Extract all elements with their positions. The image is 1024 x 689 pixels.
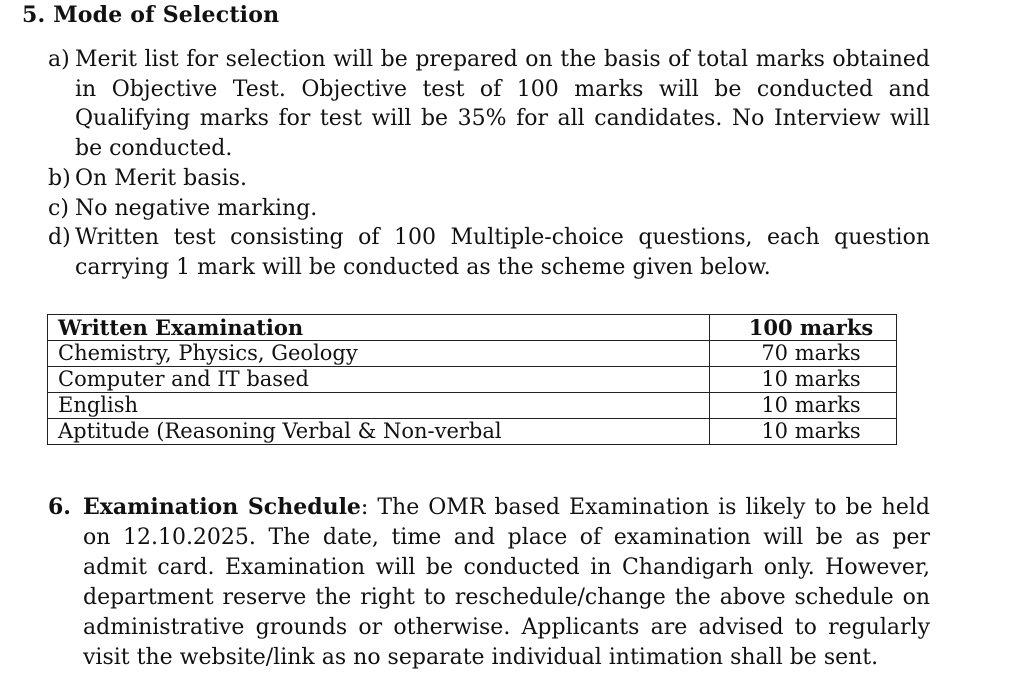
section-6-heading: Examination Schedule	[83, 494, 361, 520]
table-row	[48, 367, 897, 393]
table-row	[48, 393, 897, 419]
section-6-body	[83, 492, 930, 673]
list-item-text: On Merit basis.	[75, 165, 247, 191]
list-item-c	[48, 194, 930, 224]
marks-cell: 10 marks	[710, 419, 897, 445]
marks-cell: 10 marks	[710, 393, 897, 419]
selection-criteria-list	[48, 45, 930, 283]
list-marker: c)	[48, 195, 69, 221]
section-6-exam-schedule	[48, 492, 930, 673]
list-marker: d)	[48, 225, 71, 251]
marks-cell: 10 marks	[710, 367, 897, 393]
subject-cell: Computer and IT based	[48, 367, 710, 393]
list-item-text: No negative marking.	[75, 195, 318, 221]
list-item-b	[48, 164, 930, 194]
marks-cell: 70 marks	[710, 341, 897, 367]
list-item-d	[48, 223, 930, 282]
section-5-title: 5. Mode of Selection	[22, 2, 280, 28]
subject-cell: Chemistry, Physics, Geology	[48, 341, 710, 367]
table-header-row	[48, 315, 897, 341]
header-subject-cell: Written Examination	[48, 315, 710, 341]
subject-cell: Aptitude (Reasoning Verbal & Non-verbal	[48, 419, 710, 445]
table-row	[48, 419, 897, 445]
list-item-a	[48, 45, 930, 164]
table-row	[48, 341, 897, 367]
section-6-number: 6.	[48, 494, 71, 520]
list-item-text: Written test consisting of 100 Multiple-choice questions, each question carrying 1 mark will be conducted as the scheme given below.	[75, 225, 930, 280]
list-marker: a)	[48, 47, 70, 72]
section-6-text: : The OMR based Examination is likely to be held on 12.10.2025. The date, time and place of examination will be as per admit card. Examination will be conducted in Chandigarh only. However, department reserve the right to reschedule/change the above schedule on administrative grounds or otherwise. Applicants are advised to regularly visit the website/link as no separate individual intimation shall be sent.	[83, 495, 930, 670]
list-marker: b)	[48, 165, 71, 191]
header-marks-cell: 100 marks	[710, 315, 897, 341]
list-item-text: Merit list for selection will be prepared on the basis of total marks obtained in Objective Test. Objective test of 100 marks will be conducted and Qualifying marks for test will be 35% for all candidates. No Interview will be conducted.	[75, 47, 930, 162]
marks-scheme-table	[47, 314, 897, 445]
subject-cell: English	[48, 393, 710, 419]
